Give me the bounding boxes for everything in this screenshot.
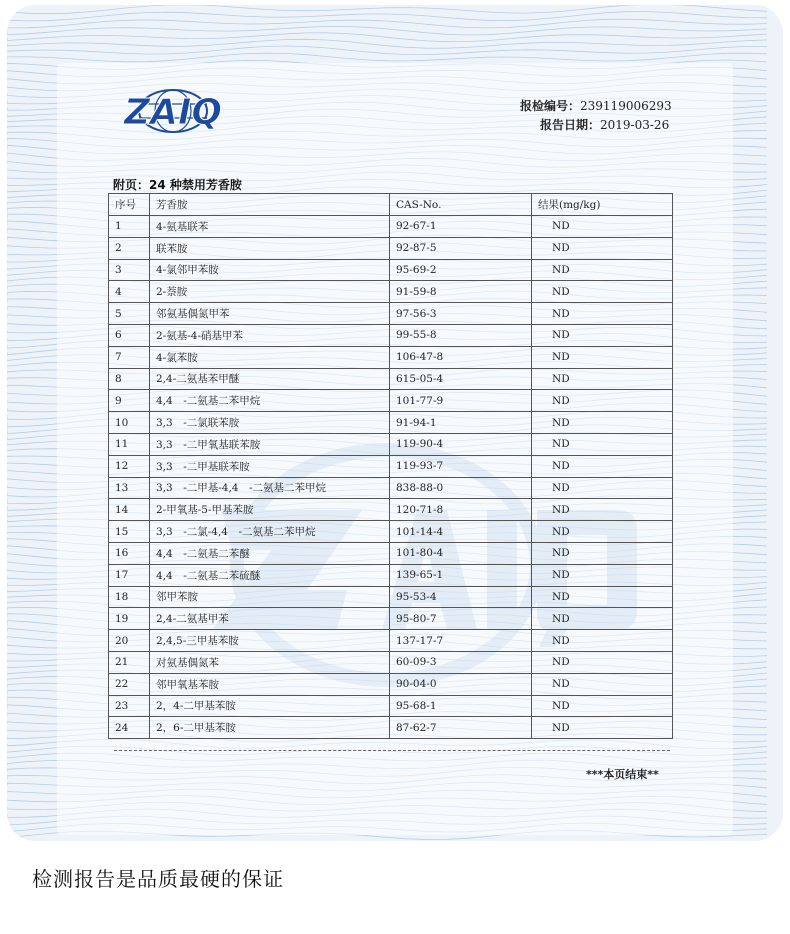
cas-number: 60-09-3 <box>390 651 532 673</box>
row-index: 7 <box>109 346 150 368</box>
amine-name: 4,4 -二氨基二苯甲烷 <box>150 390 390 412</box>
result-value: ND <box>532 477 673 499</box>
result-value: ND <box>532 346 673 368</box>
zaiq-logo <box>103 88 243 134</box>
row-index: 19 <box>109 608 150 630</box>
cas-number: 120-71-8 <box>390 499 532 521</box>
column-header: 序号 <box>109 194 150 216</box>
table-row <box>109 499 673 521</box>
cas-number: 838-88-0 <box>390 477 532 499</box>
result-value: ND <box>532 717 673 739</box>
amine-name: 2-氨基-4-硝基甲苯 <box>150 324 390 346</box>
cas-number: 137-17-7 <box>390 630 532 652</box>
result-value: ND <box>532 455 673 477</box>
row-index: 3 <box>109 259 150 281</box>
cas-number: 95-80-7 <box>390 608 532 630</box>
amine-name: 邻甲苯胺 <box>150 586 390 608</box>
table-row <box>109 390 673 412</box>
row-index: 12 <box>109 455 150 477</box>
page-end-note: ***本页结束** <box>586 768 659 781</box>
table-row <box>109 281 673 303</box>
amine-name: 4-氯苯胺 <box>150 346 390 368</box>
result-value: ND <box>532 564 673 586</box>
result-value: ND <box>532 303 673 325</box>
column-header: CAS-No. <box>390 194 532 216</box>
table-row <box>109 608 673 630</box>
result-value: ND <box>532 412 673 434</box>
row-index: 10 <box>109 412 150 434</box>
result-value: ND <box>532 521 673 543</box>
result-value: ND <box>532 695 673 717</box>
cas-number: 101-14-4 <box>390 521 532 543</box>
amine-name: 3,3 -二甲氧基联苯胺 <box>150 433 390 455</box>
end-divider <box>114 750 670 751</box>
table-row <box>109 564 673 586</box>
cas-number: 95-53-4 <box>390 586 532 608</box>
amine-name: 联苯胺 <box>150 237 390 259</box>
row-index: 16 <box>109 542 150 564</box>
table-row <box>109 412 673 434</box>
amine-name: 3,3 -二氯-4,4 -二氨基二苯甲烷 <box>150 521 390 543</box>
table-header-row <box>109 194 673 216</box>
cas-number: 92-87-5 <box>390 237 532 259</box>
result-value: ND <box>532 630 673 652</box>
row-index: 21 <box>109 651 150 673</box>
logo-text: ZAIQ <box>124 92 222 133</box>
amine-name: 2,4,5-三甲基苯胺 <box>150 630 390 652</box>
table-row <box>109 630 673 652</box>
report-number-label: 报检编号： <box>520 99 581 113</box>
amine-name: 2，4-二甲基苯胺 <box>150 695 390 717</box>
result-value: ND <box>532 281 673 303</box>
cas-number: 119-93-7 <box>390 455 532 477</box>
cas-number: 99-55-8 <box>390 324 532 346</box>
cas-number: 139-65-1 <box>390 564 532 586</box>
cas-number: 95-68-1 <box>390 695 532 717</box>
amine-name: 邻甲氧基苯胺 <box>150 673 390 695</box>
slogan-caption: 检测报告是品质最硬的保证 <box>32 867 284 891</box>
cas-number: 119-90-4 <box>390 433 532 455</box>
cas-number: 91-94-1 <box>390 412 532 434</box>
table-row <box>109 542 673 564</box>
report-date-label: 报告日期： <box>540 118 601 132</box>
report-meta <box>520 97 672 135</box>
result-value: ND <box>532 237 673 259</box>
amine-name: 3,3 -二氯联苯胺 <box>150 412 390 434</box>
cas-number: 91-59-8 <box>390 281 532 303</box>
table-row <box>109 324 673 346</box>
table-row <box>109 216 673 238</box>
row-index: 2 <box>109 237 150 259</box>
row-index: 1 <box>109 216 150 238</box>
amine-name: 4,4 -二氨基二苯醚 <box>150 542 390 564</box>
result-value: ND <box>532 608 673 630</box>
table-row <box>109 651 673 673</box>
row-index: 9 <box>109 390 150 412</box>
cas-number: 106-47-8 <box>390 346 532 368</box>
amine-name: 2,4-二氨基苯甲醚 <box>150 368 390 390</box>
result-value: ND <box>532 324 673 346</box>
cas-number: 87-62-7 <box>390 717 532 739</box>
row-index: 15 <box>109 521 150 543</box>
cas-number: 615-05-4 <box>390 368 532 390</box>
report-number-value: 239119006293 <box>580 99 672 113</box>
cas-number: 101-77-9 <box>390 390 532 412</box>
report-number-row <box>520 97 672 116</box>
result-value: ND <box>532 216 673 238</box>
appendix-title: 附页：24 种禁用芳香胺 <box>113 178 242 192</box>
table-row <box>109 303 673 325</box>
result-value: ND <box>532 259 673 281</box>
row-index: 13 <box>109 477 150 499</box>
amine-name: 4-氯邻甲苯胺 <box>150 259 390 281</box>
row-index: 23 <box>109 695 150 717</box>
amine-name: 2-萘胺 <box>150 281 390 303</box>
column-header: 结果(mg/kg) <box>532 194 673 216</box>
amine-name: 2,4-二氨基甲苯 <box>150 608 390 630</box>
cas-number: 101-80-4 <box>390 542 532 564</box>
result-value: ND <box>532 586 673 608</box>
table-row <box>109 477 673 499</box>
table-row <box>109 586 673 608</box>
amine-name: 3,3 -二甲基联苯胺 <box>150 455 390 477</box>
report-date-value: 2019-03-26 <box>600 118 670 132</box>
amine-name: 2，6-二甲基苯胺 <box>150 717 390 739</box>
table-row <box>109 717 673 739</box>
result-value: ND <box>532 390 673 412</box>
result-value: ND <box>532 542 673 564</box>
row-index: 11 <box>109 433 150 455</box>
cas-number: 92-67-1 <box>390 216 532 238</box>
table-row <box>109 346 673 368</box>
result-value: ND <box>532 368 673 390</box>
result-value: ND <box>532 651 673 673</box>
result-value: ND <box>532 433 673 455</box>
table-row <box>109 259 673 281</box>
row-index: 4 <box>109 281 150 303</box>
row-index: 8 <box>109 368 150 390</box>
amine-name: 4-氨基联苯 <box>150 216 390 238</box>
amine-results-table <box>108 193 673 739</box>
table-row <box>109 673 673 695</box>
row-index: 22 <box>109 673 150 695</box>
table-row <box>109 368 673 390</box>
row-index: 14 <box>109 499 150 521</box>
amine-name: 邻氨基偶氮甲苯 <box>150 303 390 325</box>
amine-name: 4,4 -二氨基二苯硫醚 <box>150 564 390 586</box>
row-index: 20 <box>109 630 150 652</box>
row-index: 18 <box>109 586 150 608</box>
amine-name: 2-甲氧基-5-甲基苯胺 <box>150 499 390 521</box>
cas-number: 97-56-3 <box>390 303 532 325</box>
table-row <box>109 521 673 543</box>
cas-number: 90-04-0 <box>390 673 532 695</box>
row-index: 17 <box>109 564 150 586</box>
table-row <box>109 455 673 477</box>
cas-number: 95-69-2 <box>390 259 532 281</box>
row-index: 24 <box>109 717 150 739</box>
report-date-row <box>520 116 672 135</box>
amine-name: 对氨基偶氮苯 <box>150 651 390 673</box>
row-index: 5 <box>109 303 150 325</box>
result-value: ND <box>532 673 673 695</box>
table-row <box>109 695 673 717</box>
amine-name: 3,3 -二甲基-4,4 -二氨基二苯甲烷 <box>150 477 390 499</box>
row-index: 6 <box>109 324 150 346</box>
table-row <box>109 237 673 259</box>
column-header: 芳香胺 <box>150 194 390 216</box>
table-row <box>109 433 673 455</box>
result-value: ND <box>532 499 673 521</box>
